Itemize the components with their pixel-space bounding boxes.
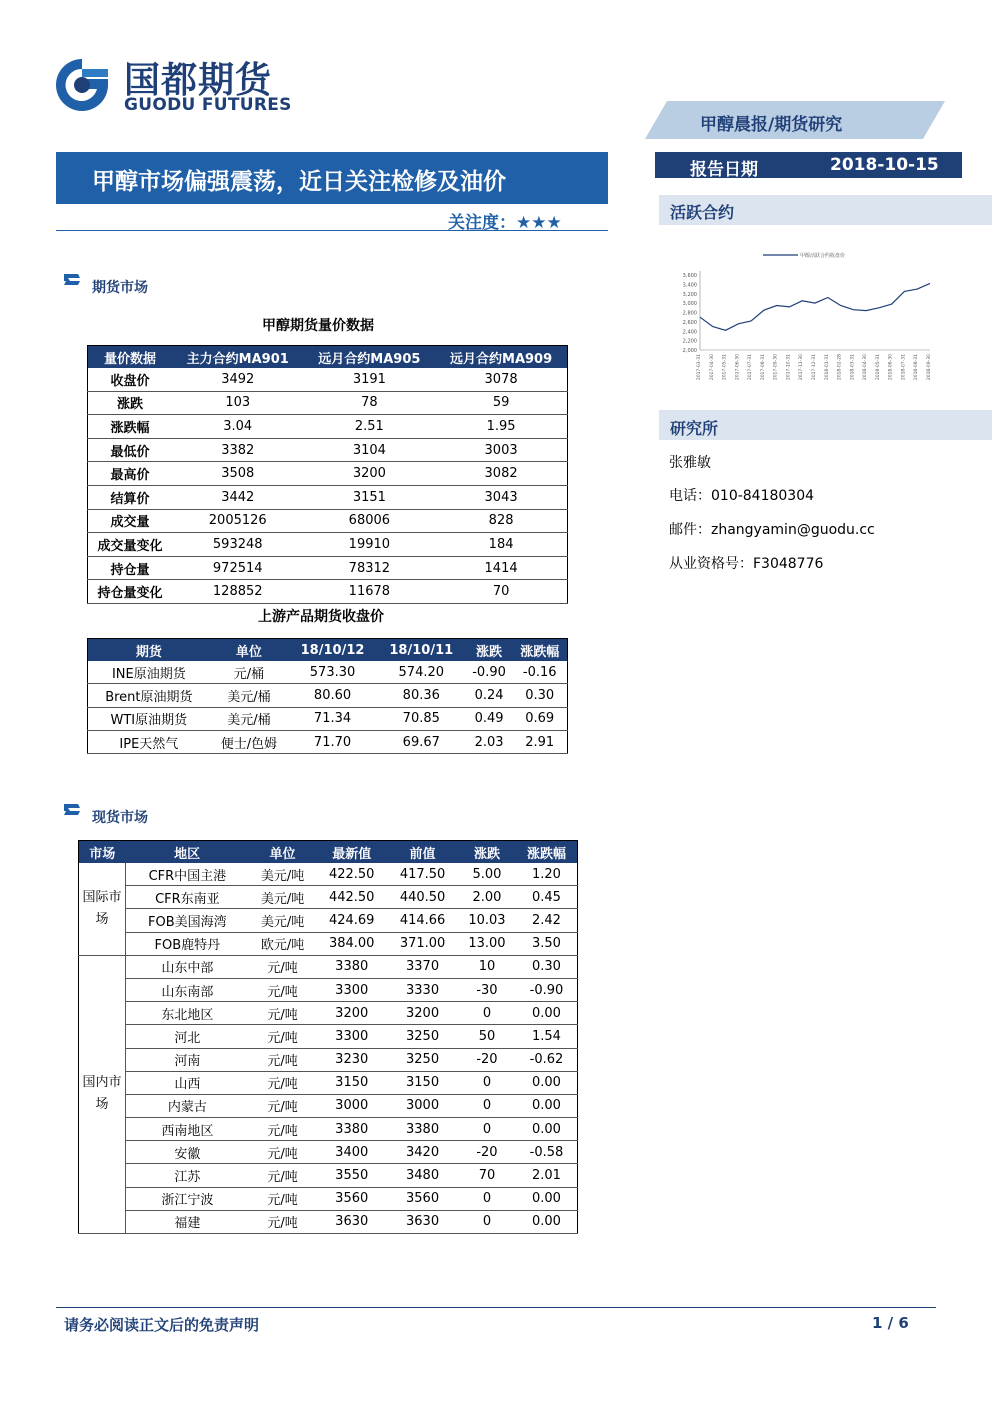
disclaimer-link[interactable]: 请务必阅读正文后的免责声明 (64, 1316, 260, 1334)
table-cell: 50 (458, 1025, 516, 1048)
table-cell: 福建 (126, 1210, 249, 1233)
table-cell: 2.51 (304, 415, 436, 439)
table-cell: 3151 (304, 485, 436, 509)
table-row (88, 707, 568, 730)
table-cell: -0.90 (466, 661, 513, 684)
x-tick-label: 2018-03-31 (850, 354, 856, 381)
table-cell: 3420 (387, 1141, 458, 1164)
table-cell: Brent原油期货 (88, 684, 210, 707)
x-tick-label: 2017-09-30 (773, 354, 779, 381)
table-cell: 417.50 (387, 863, 458, 886)
futures-header-cell: 主力合约MA901 (172, 346, 304, 369)
table-cell: 69.67 (377, 730, 466, 753)
table-cell: 0 (458, 1187, 516, 1210)
table-cell: 3550 (316, 1164, 387, 1187)
y-tick-label: 2,000 (682, 348, 697, 354)
table-cell: 71.34 (288, 707, 377, 730)
y-tick-label: 3,600 (682, 273, 697, 279)
table-cell: 0.45 (516, 886, 578, 909)
table-row (88, 580, 568, 604)
table-cell: 0.00 (516, 1071, 578, 1094)
spot-header-cell: 前值 (387, 841, 458, 864)
table-cell: 414.66 (387, 909, 458, 932)
table-cell: 0.00 (516, 1094, 578, 1117)
x-tick-label: 2017-08-31 (760, 354, 766, 381)
y-tick-label: 3,200 (682, 291, 697, 298)
table-cell: -20 (458, 1141, 516, 1164)
table-row (88, 368, 568, 391)
table-cell: 972514 (172, 556, 304, 580)
table-row (88, 485, 568, 509)
active-contract-title: 活跃合约 (670, 203, 735, 222)
table-cell: 3380 (316, 1118, 387, 1141)
table-cell: 3630 (387, 1210, 458, 1233)
logo-english-name: GUODU FUTURES (124, 95, 292, 115)
analyst-phone: 电话：010-84180304 (669, 488, 815, 504)
table-cell: 0.00 (516, 1187, 578, 1210)
analyst-license: 从业资格号：F3048776 (669, 556, 824, 572)
table-cell: 0 (458, 1094, 516, 1117)
table-cell: 59 (435, 391, 567, 415)
row-label: 持仓量 (88, 556, 172, 580)
table-cell: 3230 (316, 1048, 387, 1071)
x-tick-label: 2017-11-30 (799, 354, 805, 381)
table-cell: 3078 (435, 368, 567, 391)
table-cell: 3200 (304, 462, 436, 486)
spot-header-cell: 单位 (249, 841, 317, 864)
x-tick-label: 2018-09-30 (927, 354, 932, 381)
report-date-value: 2018-10-15 (830, 155, 939, 175)
table-row (79, 978, 578, 1001)
table-cell: 184 (435, 533, 567, 557)
x-tick-label: 2018-02-28 (837, 354, 843, 381)
table-cell: -20 (458, 1048, 516, 1071)
table-cell: 元/吨 (249, 1094, 317, 1117)
table-cell: 2.00 (458, 886, 516, 909)
table-cell: 0.24 (466, 684, 513, 707)
row-label: 持仓量变化 (88, 580, 172, 604)
section-icon (62, 272, 82, 286)
table-row (79, 932, 578, 955)
row-label: 结算价 (88, 485, 172, 509)
table-row (79, 1164, 578, 1187)
table-row (88, 684, 568, 707)
table-cell: 1.20 (516, 863, 578, 886)
table-cell: 371.00 (387, 932, 458, 955)
table-cell: 0.00 (516, 1118, 578, 1141)
row-label: 成交量 (88, 509, 172, 533)
attention-rating (448, 208, 562, 233)
x-tick-label: 2017-10-31 (786, 354, 792, 381)
futures-header-cell: 量价数据 (88, 346, 172, 369)
table-row (88, 415, 568, 439)
table-cell: 0.30 (516, 955, 578, 978)
table-cell: FOB美国海湾 (126, 909, 249, 932)
table-cell: 10.03 (458, 909, 516, 932)
table-cell: -0.62 (516, 1048, 578, 1071)
table-cell: 78 (304, 391, 436, 415)
table-cell: 山西 (126, 1071, 249, 1094)
section-icon (62, 802, 82, 816)
table-row (88, 533, 568, 557)
table-cell: 2.03 (466, 730, 513, 753)
table-row (79, 1094, 578, 1117)
table-cell: 71.70 (288, 730, 377, 753)
table-cell: 元/吨 (249, 1048, 317, 1071)
table-cell: 3000 (316, 1094, 387, 1117)
table-cell: 442.50 (316, 886, 387, 909)
table-cell: 0 (458, 1071, 516, 1094)
table-cell: 70.85 (377, 707, 466, 730)
y-tick-label: 3,400 (682, 282, 697, 289)
spot-price-table (78, 840, 578, 1234)
table-cell: 3380 (387, 1118, 458, 1141)
attention-label: 关注度： (448, 213, 516, 233)
table-row (79, 1210, 578, 1233)
table-cell: 东北地区 (126, 1002, 249, 1025)
table-cell: 美元/吨 (249, 863, 317, 886)
x-tick-label: 2017-03-31 (697, 354, 702, 381)
table-row (88, 509, 568, 533)
futures-price-table (87, 345, 568, 604)
table-row (88, 438, 568, 462)
row-label: 涨跌 (88, 391, 172, 415)
table-row (79, 1048, 578, 1071)
table-cell: 0 (458, 1002, 516, 1025)
table-cell: 山东中部 (126, 955, 249, 978)
table-cell: 3300 (316, 1025, 387, 1048)
x-tick-label: 2018-05-31 (875, 354, 881, 381)
upstream-price-table (87, 638, 568, 754)
logo-chinese-name: 国都期货 (124, 60, 273, 101)
row-label: 成交量变化 (88, 533, 172, 557)
futures-header-cell: 远月合约MA909 (435, 346, 567, 369)
table-cell: 2005126 (172, 509, 304, 533)
upstream-header-cell: 涨跌 (466, 639, 513, 662)
table-cell: 0.49 (466, 707, 513, 730)
table-cell: 573.30 (288, 661, 377, 684)
table-cell: 3630 (316, 1210, 387, 1233)
table-cell: 70 (435, 580, 567, 604)
table-cell: 3200 (316, 1002, 387, 1025)
table-cell: 3442 (172, 485, 304, 509)
table-cell: 3104 (304, 438, 436, 462)
table-cell: 欧元/吨 (249, 932, 317, 955)
table-cell: CFR东南亚 (126, 886, 249, 909)
table-cell: 元/吨 (249, 978, 317, 1001)
table-cell: 1.54 (516, 1025, 578, 1048)
footer-divider (56, 1307, 936, 1308)
table-cell: 美元/吨 (249, 909, 317, 932)
table-row (79, 1071, 578, 1094)
x-tick-label: 2018-08-31 (914, 354, 920, 381)
table-cell: -0.16 (512, 661, 567, 684)
table-cell: 2.01 (516, 1164, 578, 1187)
table-cell: IPE天然气 (88, 730, 210, 753)
upstream-header-cell: 18/10/12 (288, 639, 377, 662)
table-cell: 元/吨 (249, 1118, 317, 1141)
y-tick-label: 2,800 (682, 310, 697, 317)
table-cell: 128852 (172, 580, 304, 604)
table-row (88, 730, 568, 753)
table-cell: 574.20 (377, 661, 466, 684)
table-cell: 70 (458, 1164, 516, 1187)
table-cell: 元/吨 (249, 1071, 317, 1094)
table-cell: 11678 (304, 580, 436, 604)
table-cell: 山东南部 (126, 978, 249, 1001)
x-tick-label: 2017-07-31 (748, 354, 754, 381)
futures-table-caption: 甲醇期货量价数据 (262, 318, 374, 334)
spot-header-cell: 市场 (79, 841, 126, 864)
upstream-header-cell: 期货 (88, 639, 210, 662)
futures-header-cell: 远月合约MA905 (304, 346, 436, 369)
table-cell: 3150 (387, 1071, 458, 1094)
analyst-name: 张雅敏 (669, 455, 711, 471)
table-cell: 3150 (316, 1071, 387, 1094)
table-cell: 美元/桶 (210, 684, 288, 707)
table-cell: -30 (458, 978, 516, 1001)
table-cell: 3.50 (516, 932, 578, 955)
report-type-label: 甲醇晨报/期货研究 (700, 115, 843, 135)
table-cell: 424.69 (316, 909, 387, 932)
table-row (88, 462, 568, 486)
table-cell: 元/吨 (249, 1187, 317, 1210)
x-tick-label: 2018-04-30 (863, 354, 869, 381)
table-cell: 元/吨 (249, 1141, 317, 1164)
table-cell: 3508 (172, 462, 304, 486)
spot-header-cell: 最新值 (316, 841, 387, 864)
table-cell: INE原油期货 (88, 661, 210, 684)
table-cell: 10 (458, 955, 516, 978)
upstream-header-cell: 18/10/11 (377, 639, 466, 662)
market-group-label: 国际市场 (79, 863, 126, 955)
table-cell: 浙江宁波 (126, 1187, 249, 1210)
table-cell: 2.91 (512, 730, 567, 753)
table-cell: 3492 (172, 368, 304, 391)
table-cell: 68006 (304, 509, 436, 533)
table-cell: 78312 (304, 556, 436, 580)
table-cell: 384.00 (316, 932, 387, 955)
table-cell: 3300 (316, 978, 387, 1001)
table-cell: 422.50 (316, 863, 387, 886)
y-tick-label: 2,400 (682, 329, 697, 336)
table-cell: 3003 (435, 438, 567, 462)
table-cell: 内蒙古 (126, 1094, 249, 1117)
table-row (79, 1187, 578, 1210)
report-date-label: 报告日期 (690, 160, 758, 180)
table-cell: 3560 (387, 1187, 458, 1210)
table-row (79, 955, 578, 978)
table-row (88, 556, 568, 580)
table-cell: 3382 (172, 438, 304, 462)
table-cell: 元/吨 (249, 955, 317, 978)
attention-stars: ★★★ (516, 213, 562, 233)
price-series-line (700, 283, 930, 330)
table-cell: -0.90 (516, 978, 578, 1001)
table-cell: 美元/吨 (249, 886, 317, 909)
row-label: 最高价 (88, 462, 172, 486)
table-row (79, 1025, 578, 1048)
table-cell: 103 (172, 391, 304, 415)
row-label: 收盘价 (88, 368, 172, 391)
table-cell: 3560 (316, 1187, 387, 1210)
table-cell: CFR中国主港 (126, 863, 249, 886)
table-cell: -0.58 (516, 1141, 578, 1164)
table-cell: 593248 (172, 533, 304, 557)
spot-header-cell: 涨跌 (458, 841, 516, 864)
table-cell: 1414 (435, 556, 567, 580)
x-tick-label: 2018-07-31 (901, 354, 907, 381)
spot-header-cell: 涨跌幅 (516, 841, 578, 864)
table-row (79, 1118, 578, 1141)
table-cell: 5.00 (458, 863, 516, 886)
table-cell: 3380 (316, 955, 387, 978)
table-row (79, 886, 578, 909)
table-cell: 3191 (304, 368, 436, 391)
table-cell: FOB鹿特丹 (126, 932, 249, 955)
table-cell: 3082 (435, 462, 567, 486)
table-cell: 828 (435, 509, 567, 533)
table-cell: 80.36 (377, 684, 466, 707)
x-tick-label: 2018-01-31 (824, 354, 830, 381)
table-cell: 西南地区 (126, 1118, 249, 1141)
table-cell: 便士/色姆 (210, 730, 288, 753)
table-cell: 0.00 (516, 1210, 578, 1233)
table-cell: 80.60 (288, 684, 377, 707)
x-tick-label: 2017-06-30 (735, 354, 741, 381)
table-cell: 13.00 (458, 932, 516, 955)
table-cell: 河南 (126, 1048, 249, 1071)
table-cell: 3400 (316, 1141, 387, 1164)
legend-label: 甲醇活跃合约收盘价 (800, 253, 846, 259)
upstream-header-cell: 单位 (210, 639, 288, 662)
table-row (79, 1002, 578, 1025)
analyst-email[interactable]: 邮件：zhangyamin@guodu.cc (669, 522, 875, 538)
table-cell: 元/吨 (249, 1210, 317, 1233)
spot-section-title: 现货市场 (92, 810, 148, 826)
table-cell: WTI原油期货 (88, 707, 210, 730)
table-row (79, 863, 578, 886)
table-cell: 3200 (387, 1002, 458, 1025)
table-cell: 安徽 (126, 1141, 249, 1164)
table-cell: 3000 (387, 1094, 458, 1117)
x-tick-label: 2017-12-31 (812, 354, 817, 381)
table-cell: 2.42 (516, 909, 578, 932)
table-cell: 1.95 (435, 415, 567, 439)
table-cell: 元/桶 (210, 661, 288, 684)
table-cell: 0.69 (512, 707, 567, 730)
active-contract-chart (668, 240, 938, 400)
table-row (79, 1141, 578, 1164)
table-cell: 19910 (304, 533, 436, 557)
table-cell: 3370 (387, 955, 458, 978)
research-title: 研究所 (670, 419, 719, 438)
table-cell: 0.30 (512, 684, 567, 707)
table-cell: 440.50 (387, 886, 458, 909)
table-cell: 0 (458, 1118, 516, 1141)
x-tick-label: 2017-04-30 (709, 354, 715, 381)
table-cell: 3480 (387, 1164, 458, 1187)
y-tick-label: 3,000 (682, 301, 697, 308)
row-label: 最低价 (88, 438, 172, 462)
table-cell: 3043 (435, 485, 567, 509)
table-cell: 江苏 (126, 1164, 249, 1187)
table-cell: 0.00 (516, 1002, 578, 1025)
table-cell: 美元/桶 (210, 707, 288, 730)
table-cell: 河北 (126, 1025, 249, 1048)
y-tick-label: 2,600 (682, 319, 697, 326)
futures-section-title: 期货市场 (92, 280, 148, 296)
row-label: 涨跌幅 (88, 415, 172, 439)
table-row (88, 661, 568, 684)
spot-header-cell: 地区 (126, 841, 249, 864)
table-cell: 3330 (387, 978, 458, 1001)
y-tick-label: 2,200 (682, 338, 697, 345)
table-cell: 元/吨 (249, 1002, 317, 1025)
table-cell: 元/吨 (249, 1025, 317, 1048)
upstream-header-cell: 涨跌幅 (512, 639, 567, 662)
x-tick-label: 2017-05-31 (722, 354, 728, 381)
page-number: 1 / 6 (872, 1314, 909, 1332)
page-title: 甲醇市场偏强震荡，近日关注检修及油价 (92, 168, 506, 195)
table-cell: 元/吨 (249, 1164, 317, 1187)
market-group-label: 国内市场 (79, 955, 126, 1233)
table-cell: 3250 (387, 1048, 458, 1071)
table-row (79, 909, 578, 932)
table-cell: 3250 (387, 1025, 458, 1048)
table-cell: 0 (458, 1210, 516, 1233)
x-tick-label: 2018-06-30 (888, 354, 894, 381)
company-logo-icon (52, 55, 112, 115)
table-row (88, 391, 568, 415)
upstream-table-caption: 上游产品期货收盘价 (258, 609, 384, 625)
table-cell: 3.04 (172, 415, 304, 439)
